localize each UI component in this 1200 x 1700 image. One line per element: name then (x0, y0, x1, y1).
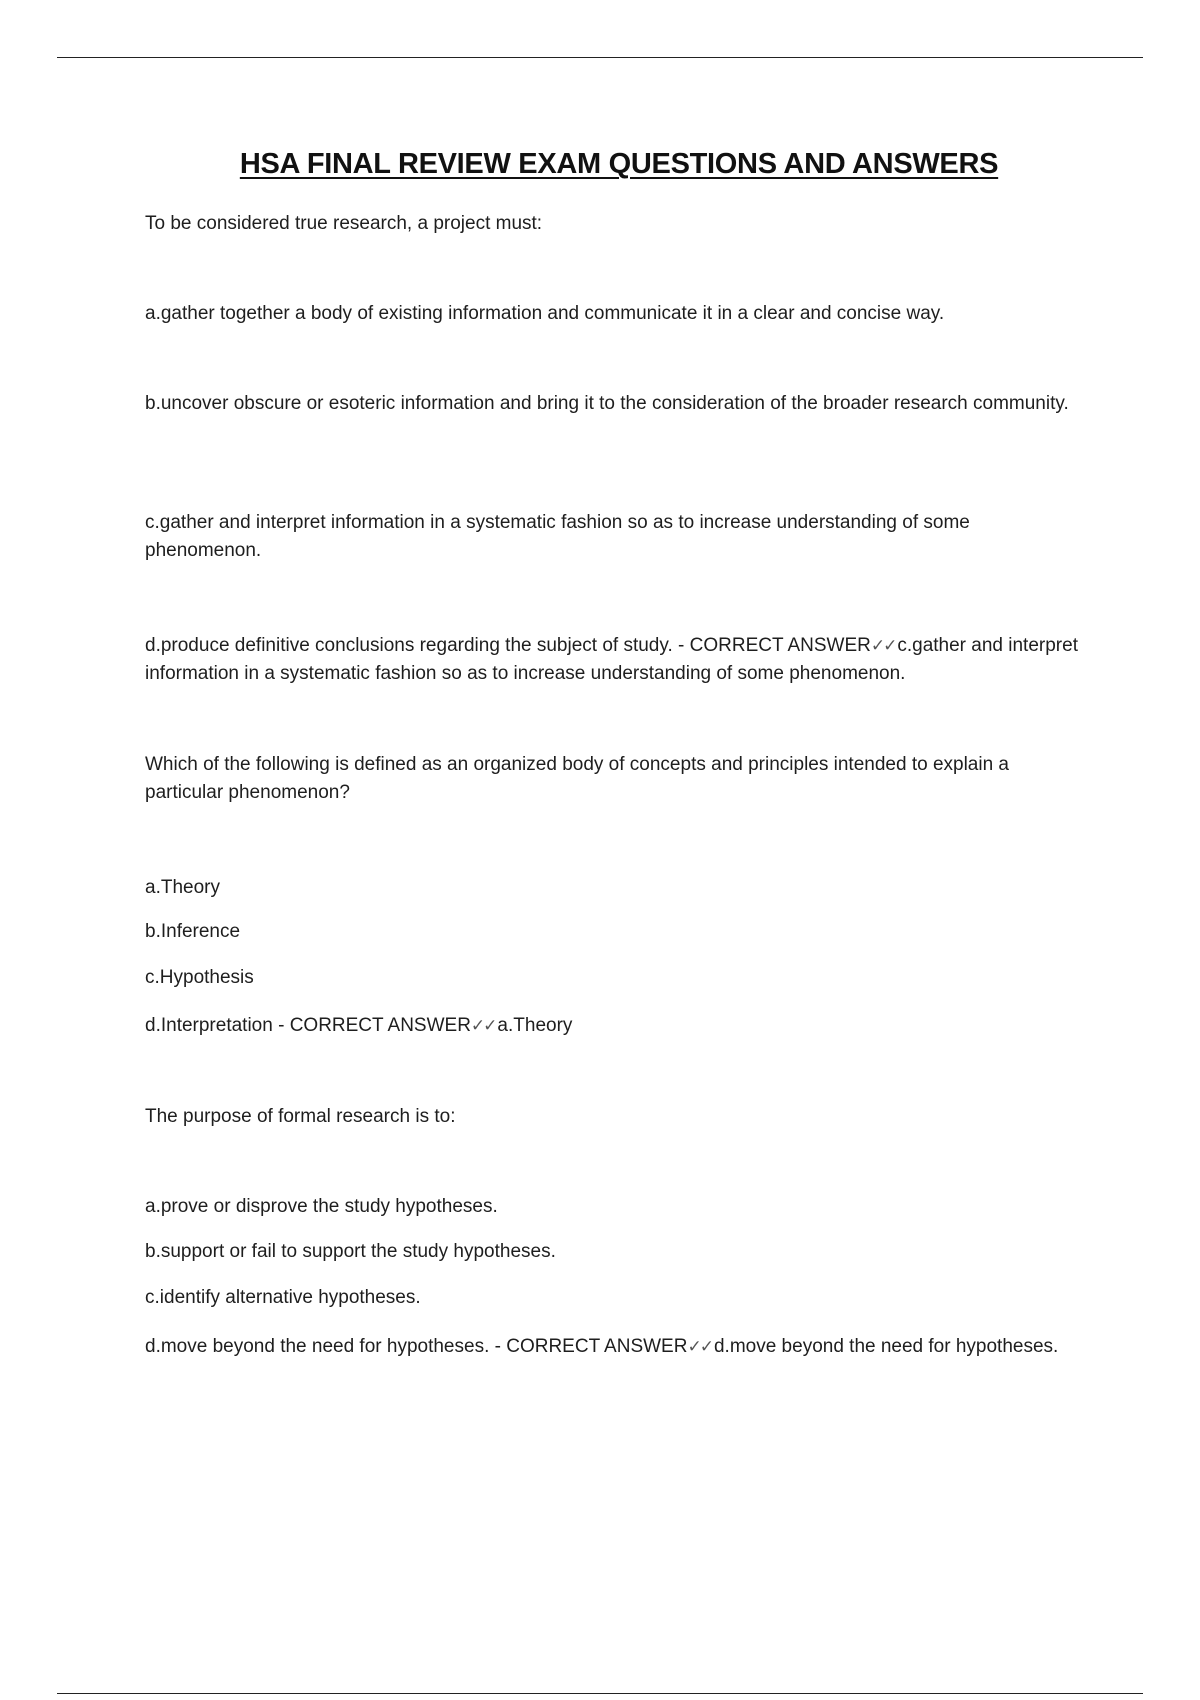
question-3-option-a: a.prove or disprove the study hypotheses. (145, 1196, 498, 1217)
page-title: HSA FINAL REVIEW EXAM QUESTIONS AND ANSWERS (239, 148, 999, 180)
question-3-option-c: c.identify alternative hypotheses. (145, 1287, 421, 1308)
question-1-option-d: d.produce definitive conclusions regarding the subject of study. - CORRECT ANSWER (145, 635, 871, 656)
question-1-text: To be considered true research, a project must: (145, 213, 543, 234)
question-3-option-b: b.support or fail to support the study hypotheses. (145, 1241, 556, 1262)
question-3-correct-answer: d.move beyond the need for hypotheses. (713, 1336, 1059, 1357)
question-2-option-a: a.Theory (145, 877, 220, 898)
question-1-option-b: b.uncover obscure or esoteric information and bring it to the consideration of the broader research community. (145, 393, 1069, 414)
question-3-text: The purpose of formal research is to: (145, 1106, 456, 1127)
question-2-option-d: d.Interpretation - CORRECT ANSWER (145, 1015, 471, 1036)
bottom-rule (57, 1693, 1143, 1694)
double-check-icon: ✓✓ (687, 1337, 712, 1357)
question-1-correct-answer: c.gather and interpret information in a systematic fashion so as to increase understanding of some phenomenon. (145, 635, 1078, 684)
question-2-option-d-with-answer (145, 1012, 1085, 1040)
question-1-option-a: a.gather together a body of existing information and communicate it in a clear and concise way. (145, 303, 945, 324)
top-rule (57, 57, 1143, 58)
question-2-text: Which of the following is defined as an organized body of concepts and principles intended to explain a particular phenomenon? (145, 754, 1009, 803)
question-1-option-d-with-answer (145, 632, 1085, 688)
question-2-option-b: b.Inference (145, 921, 241, 942)
double-check-icon: ✓✓ (470, 1016, 496, 1036)
question-3-option-d-with-answer (145, 1333, 1085, 1361)
question-2-option-c: c.Hypothesis (145, 967, 254, 988)
question-2-correct-answer: a.Theory (497, 1015, 573, 1036)
question-1-option-c: c.gather and interpret information in a systematic fashion so as to increase understanding of some phenomenon. (145, 512, 970, 561)
double-check-icon: ✓✓ (870, 636, 896, 656)
question-3-option-d: d.move beyond the need for hypotheses. - CORRECT ANSWER (145, 1336, 688, 1357)
